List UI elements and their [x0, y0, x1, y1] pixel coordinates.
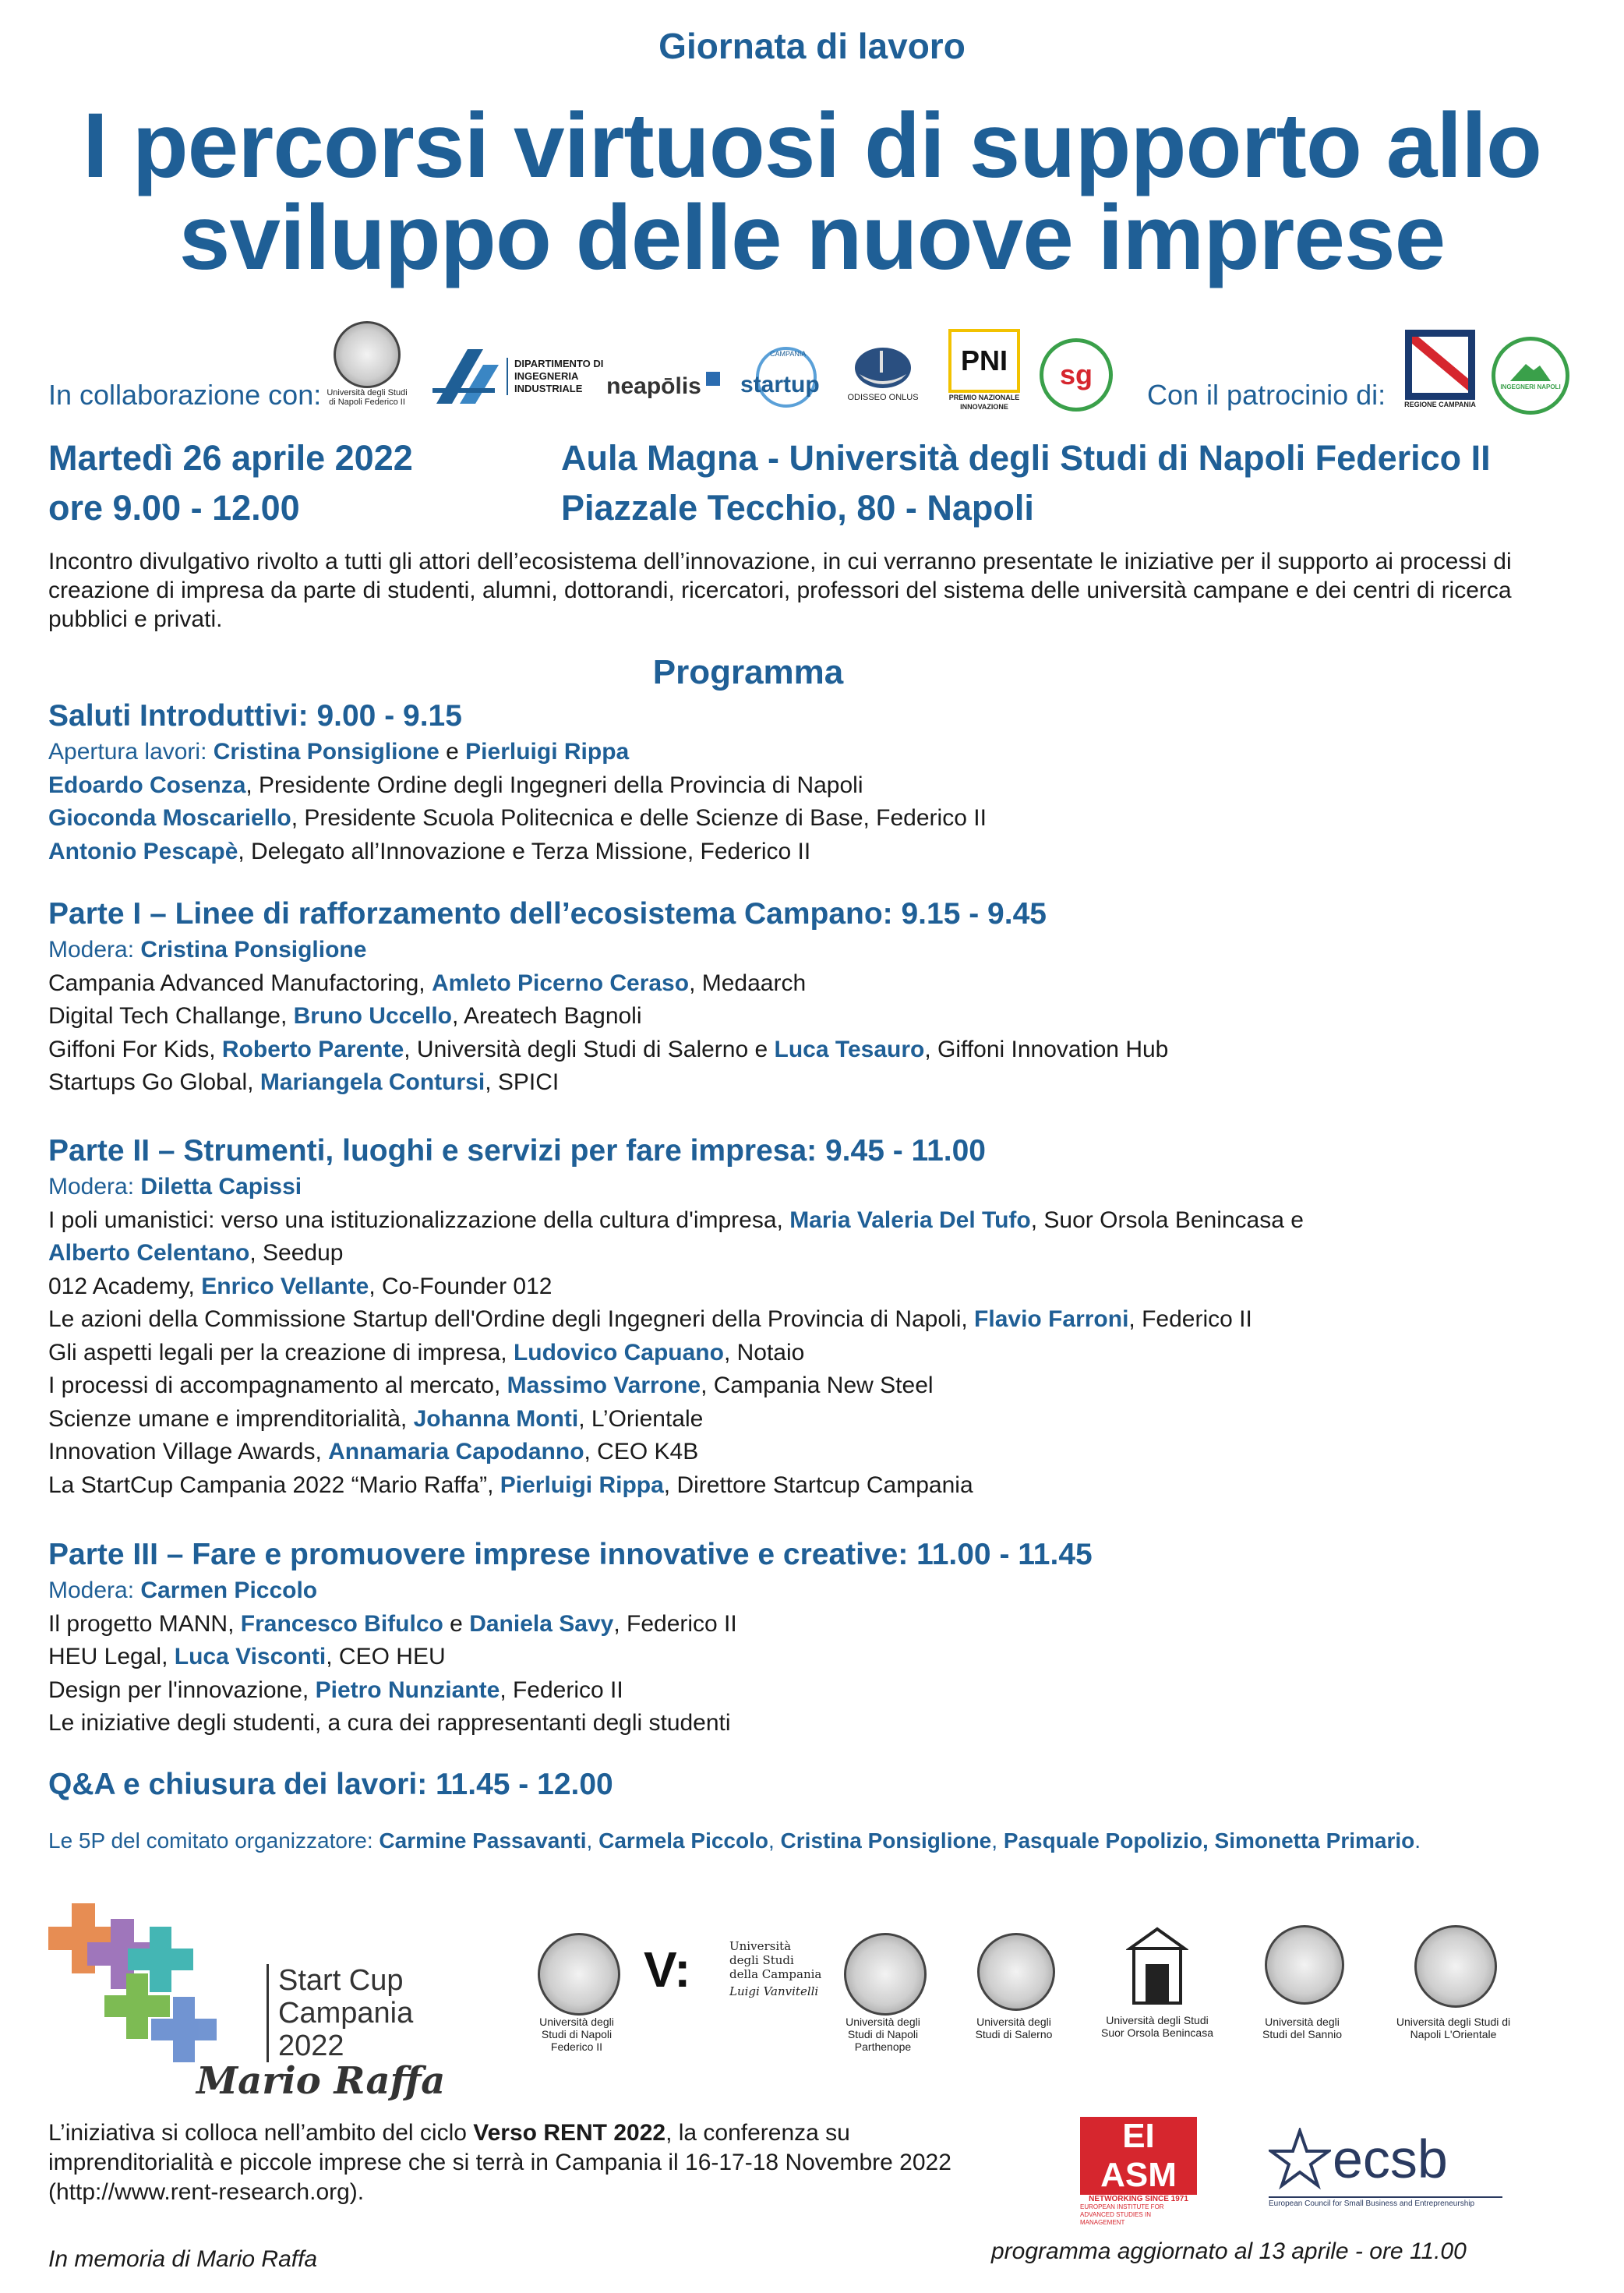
- unina-logo: [324, 318, 410, 410]
- agenda-line: I processi di accompagnamento al mercato, Massimo Varrone, Campania New Steel: [48, 1373, 934, 1398]
- startcup-text: [267, 1964, 413, 2062]
- orientale-caption: Università degli Studi di Napoli L'Orientale: [1396, 2016, 1511, 2040]
- sannio-caption: Università degli Studi del Sannio: [1262, 2016, 1342, 2040]
- section-heading: Saluti Introduttivi: 9.00 - 9.15: [48, 699, 462, 733]
- salerno-seal-icon: [977, 1933, 1055, 2011]
- eiasm-letters2: ASM: [1100, 2156, 1177, 2194]
- sannio-seal-icon: [1265, 1925, 1344, 2005]
- startcup-logo: [48, 1896, 469, 2106]
- ingegneri-napoli-logo: [1492, 337, 1569, 415]
- agenda-line: Scienze umane e imprenditorialità, Johanna Monti, L’Orientale: [48, 1405, 704, 1432]
- agenda-line: Alberto Celentano, Seedup: [48, 1240, 344, 1266]
- event-title: [0, 94, 1624, 289]
- agenda-line: Giffoni For Kids, Roberto Parente, Università degli Studi di Salerno e Luca Tesauro, Giffoni Innovation Hub: [48, 1036, 1169, 1062]
- parthenope-caption: Università degli Studi di Napoli Parthenope: [846, 2016, 920, 2053]
- federico-caption: Università degli Studi di Napoli Federico II: [539, 2016, 614, 2053]
- startup-main-text: startup: [740, 372, 820, 397]
- regione-caption: REGIONE CAMPANIA: [1404, 401, 1476, 408]
- moderator-line: Modera: Cristina Ponsiglione: [48, 937, 367, 963]
- unina-seal-icon: [334, 321, 401, 388]
- pni-caption: PREMIO NAZIONALE INNOVAZIONE: [948, 394, 1020, 411]
- vanvitelli-text: Università degli Studi della Campania: [729, 1939, 822, 1981]
- event-time: ore 9.00 - 12.00: [48, 488, 300, 528]
- vanvitelli-name: Luigi Vanvitelli: [729, 1984, 819, 1998]
- committee-line: Le 5P del comitato organizzatore: Carmine Passavanti, Carmela Piccolo, Cristina Ponsiglione, Pasquale Popolizio, Simonetta Primario.: [48, 1828, 1421, 1853]
- suororsola-caption: Università degli Studi Suor Orsola Benincasa: [1101, 2014, 1213, 2039]
- parthenope-seal-icon: [844, 1933, 927, 2016]
- event-venue: [561, 433, 1491, 533]
- startcup-line3: 2022: [278, 2030, 344, 2062]
- sg-text: sg: [1059, 359, 1093, 390]
- regione-campania-logo: [1401, 326, 1479, 413]
- eiasm-block: [1080, 2117, 1197, 2195]
- event-date: Martedì 26 aprile 2022: [48, 438, 413, 478]
- dii-logo: [421, 341, 623, 412]
- startcup-crosses-icon: [48, 1896, 251, 2075]
- odisseo-caption: ODISSEO ONLUS: [847, 393, 919, 402]
- section-parte-1: [48, 895, 1591, 1100]
- rent-note: L’iniziativa si colloca nell’ambito del ciclo Verso RENT 2022, la conferenza su imprenditorialità e piccole imprese che si terrà in Campania il 16-17-18 Novembre 2022 (http://www.rent-research.org).: [48, 2120, 951, 2205]
- agenda-line: Digital Tech Challange, Bruno Uccello, Areatech Bagnoli: [48, 1003, 642, 1029]
- section-parte-3: [48, 1535, 1591, 1740]
- qa-heading: Q&A e chiusura dei lavori: 11.45 - 12.00: [48, 1768, 613, 1801]
- event-datetime: [48, 433, 413, 533]
- venue-address: Piazzale Tecchio, 80 - Napoli: [561, 488, 1034, 528]
- eiasm-sub: EUROPEAN INSTITUTE FOR ADVANCED STUDIES IN MANAGEMENT: [1080, 2203, 1164, 2226]
- logo-salerno: [971, 1933, 1057, 2050]
- salerno-caption: Università degli Studi di Salerno: [975, 2016, 1053, 2040]
- pni-logo: [941, 329, 1027, 412]
- eiasm-logo: [1080, 2117, 1205, 2234]
- agenda-line: La StartCup Campania 2022 “Mario Raffa”, Pierluigi Rippa, Direttore Startcup Campania: [48, 1472, 973, 1498]
- pni-mark: PNI: [948, 329, 1020, 393]
- moderator-line: Modera: Diletta Capissi: [48, 1174, 302, 1199]
- agenda-line: Il progetto MANN, Francesco Bifulco e Daniela Savy, Federico II: [48, 1610, 737, 1637]
- startup-top-text: CAMPANIA: [770, 350, 807, 358]
- agenda-line: Design per l'innovazione, Pietro Nunziante, Federico II: [48, 1676, 623, 1703]
- ingegneri-caption: INGEGNERI NAPOLI: [1500, 383, 1561, 390]
- agenda-line: Gli aspetti legali per la creazione di impresa, Ludovico Capuano, Notaio: [48, 1339, 805, 1366]
- ecsb-star-icon: [1269, 2128, 1331, 2190]
- unina-caption: Università degli Studi di Napoli Federico II: [327, 388, 408, 407]
- title-line-1: I percorsi virtuosi di supporto allo: [83, 94, 1541, 197]
- startup-campania-logo: [733, 343, 834, 413]
- logo-sannio: [1252, 1925, 1353, 2050]
- logo-parthenope: [832, 1933, 934, 2053]
- vesuvio-icon: [1509, 359, 1552, 383]
- collaboration-label: In collaborazione con:: [48, 379, 322, 411]
- agenda-line: Campania Advanced Manufactoring, Amleto Picerno Ceraso, Medaarch: [48, 970, 807, 996]
- odisseo-logo: [840, 334, 926, 412]
- update-note: programma aggiornato al 13 aprile - ore 11.00: [991, 2238, 1467, 2264]
- logo-vanvitelli: [644, 1933, 823, 2034]
- section-saluti: [48, 697, 1591, 868]
- agenda-line: HEU Legal, Luca Visconti, CEO HEU: [48, 1644, 446, 1669]
- ecsb-caption: European Council for Small Business and Entrepreneurship: [1269, 2196, 1502, 2208]
- patronage-label: Con il patrocinio di:: [1147, 379, 1386, 411]
- logo-suor-orsola: [1099, 1925, 1216, 2050]
- agenda-line: Edoardo Cosenza, Presidente Ordine degli Ingegneri della Provincia di Napoli: [48, 772, 863, 798]
- agenda-line: Gioconda Moscariello, Presidente Scuola Politecnica e delle Scienze di Base, Federico II: [48, 805, 987, 831]
- venue-name: Aula Magna - Università degli Studi di Napoli Federico II: [561, 438, 1491, 478]
- agenda-line: Antonio Pescapè, Delegato all’Innovazione e Terza Missione, Federico II: [48, 838, 811, 864]
- suororsola-building-icon: [1126, 1925, 1188, 2011]
- agenda-line: 012 Academy, Enrico Vellante, Co-Founder 012: [48, 1273, 553, 1299]
- startcup-signature: Mario Raffa: [196, 2059, 446, 2103]
- memoria-note: In memoria di Mario Raffa: [48, 2246, 318, 2272]
- programma-heading: Programma: [652, 653, 844, 691]
- section-heading: Parte I – Linee di rafforzamento dell’ecosistema Campano: 9.15 - 9.45: [48, 897, 1047, 931]
- orientale-seal-icon: [1414, 1925, 1497, 2008]
- neapolis-text: neapōlis: [606, 373, 701, 399]
- sg-logo: [1040, 338, 1113, 412]
- regione-shield-icon: [1405, 330, 1475, 400]
- dii-text: DIPARTIMENTO DI INGEGNERIA INDUSTRIALE: [507, 358, 616, 395]
- section-heading: Parte II – Strumenti, luoghi e servizi per fare impresa: 9.45 - 11.00: [48, 1134, 987, 1168]
- agenda-line: I poli umanistici: verso una istituzionalizzazione della cultura d'impresa, Maria Valeria Del Tufo, Suor Orsola Benincasa e: [48, 1207, 1304, 1233]
- agenda-line: Innovation Village Awards, Annamaria Capodanno, CEO K4B: [48, 1439, 699, 1464]
- logo-orientale: [1395, 1925, 1512, 2050]
- neapolis-logo: [605, 363, 722, 410]
- agenda-line: Le azioni della Commissione Startup dell'Ordine degli Ingegneri della Provincia di Napoli, Flavio Farroni, Federico II: [48, 1306, 1252, 1332]
- ecsb-logo: [1269, 2123, 1502, 2217]
- agenda-line: Startups Go Global, Mariangela Contursi, SPICI: [48, 1069, 560, 1095]
- startcup-line2: Campania: [278, 1997, 414, 2030]
- startcup-line1: Start Cup: [278, 1964, 404, 1997]
- federico-seal-icon: [538, 1933, 620, 2016]
- event-subtitle: Giornata di lavoro: [658, 26, 966, 66]
- agenda-line: Apertura lavori: Cristina Ponsiglione e Pierluigi Rippa: [48, 739, 630, 765]
- intro-paragraph: Incontro divulgativo rivolto a tutti gli attori dell’ecosistema dell’innovazione, in cui verranno presentate le iniziative per il supporto ai processi di creazione di impresa da parte di studenti, alumni, dottorandi, ricercatori, professori del sistema delle università campane e dei centri di ricerca pubblici e privati.: [48, 549, 1512, 632]
- eiasm-caption: NETWORKING SINCE 1971: [1089, 2195, 1188, 2203]
- dii-mark-icon: [429, 341, 507, 412]
- neapolis-square-icon: [706, 372, 720, 386]
- ecsb-mark: ecsb: [1333, 2129, 1448, 2189]
- section-parte-2: [48, 1132, 1591, 1502]
- odisseo-ship-icon: [852, 343, 914, 393]
- moderator-line: Modera: Carmen Piccolo: [48, 1578, 318, 1603]
- title-line-2: sviluppo delle nuove imprese: [178, 186, 1446, 289]
- agenda-line: Le iniziative degli studenti, a cura dei rappresentanti degli studenti: [48, 1710, 731, 1736]
- vanvitelli-mark: V:: [644, 1941, 691, 1998]
- section-heading: Parte III – Fare e promuovere imprese innovative e creative: 11.00 - 11.45: [48, 1538, 1093, 1571]
- eiasm-letters1: EI: [1122, 2117, 1155, 2155]
- logo-federico-ii: [530, 1933, 623, 2053]
